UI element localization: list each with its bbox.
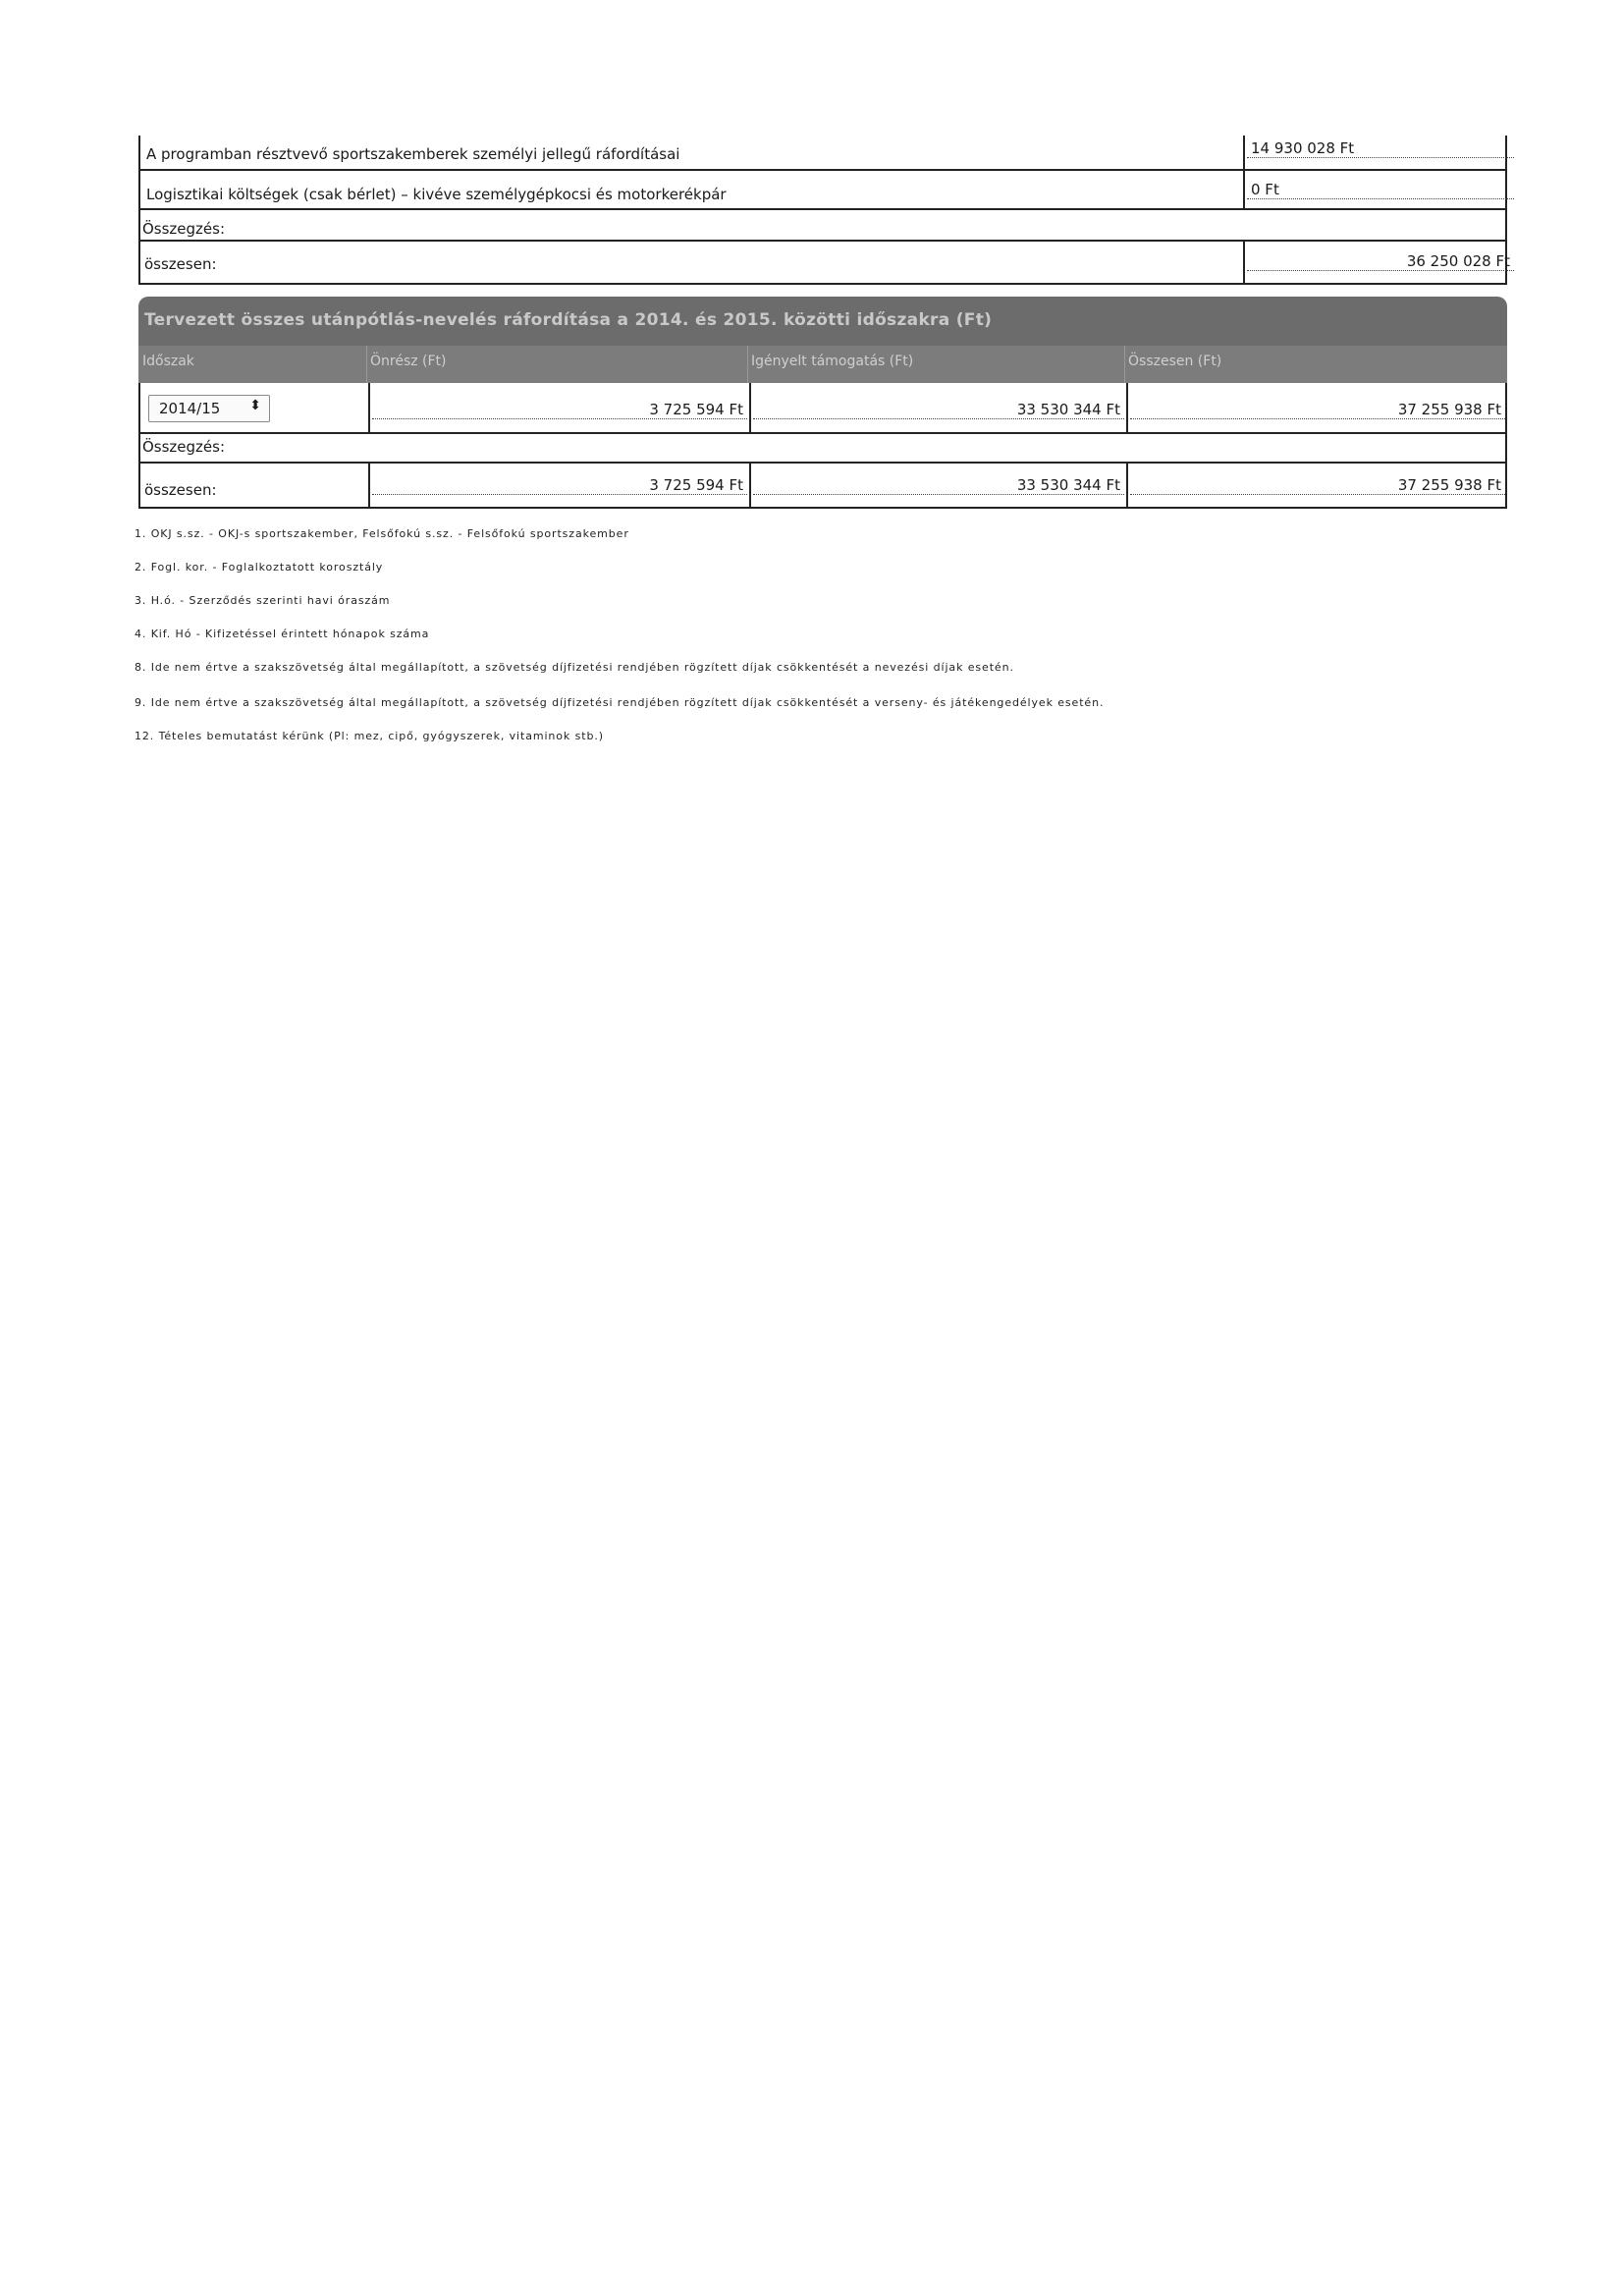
period-select[interactable] [148,395,270,422]
footnote: 1. OKJ s.sz. - OKJ-s sportszakember, Felsőfokú s.sz. - Felsőfokú sportszakember [135,527,629,540]
cost-table [138,136,1510,285]
requested-support-value[interactable]: 33 530 344 Ft [753,401,1124,419]
spinner-arrows-icon: ⬍ [249,398,261,413]
cost-row-label: A programban résztvevő sportszakemberek személyi jellegű ráfordításai [146,145,680,163]
footnote: 9. Ide nem értve a szakszövetség által megállapított, a szövetség díjfizetési rendjében rögzített díjak csökkentését a verseny- és játékengedélyek esetén. [135,696,1105,709]
column-header-requested-support: Igényelt támogatás (Ft) [751,354,914,369]
cost-row-value[interactable]: 0 Ft [1247,181,1514,199]
summary-heading: Összegzés: [142,220,226,238]
footnote: 8. Ide nem értve a szakszövetség által megállapított, a szövetség díjfizetési rendjében rögzített díjak csökkentését a nevezési díjak esetén. [135,661,1014,674]
footnote: 3. H.ó. - Szerződés szerinti havi óraszám [135,594,391,607]
planned-costs-title: Tervezett összes utánpótlás-nevelés ráfordítása a 2014. és 2015. közötti időszakra (Ft) [144,310,993,330]
requested-support-total[interactable]: 33 530 344 Ft [753,476,1124,495]
own-share-total[interactable]: 3 725 594 Ft [372,476,747,495]
planned-costs-table [138,297,1507,509]
grand-total-value[interactable]: 37 255 938 Ft [1130,476,1505,495]
column-header-period: Időszak [142,354,194,369]
cost-row-label: Logisztikai költségek (csak bérlet) – kivéve személygépkocsi és motorkerékpár [146,186,727,203]
column-header-row [138,346,1507,383]
cost-row-value[interactable]: 14 930 028 Ft [1247,139,1514,158]
planned-costs-header [138,297,1507,383]
footnote: 12. Tételes bemutatást kérünk (Pl: mez, cipő, gyógyszerek, vitaminok stb.) [135,730,604,742]
row-total-value[interactable]: 37 255 938 Ft [1130,401,1505,419]
total-value[interactable]: 36 250 028 Ft [1247,252,1514,271]
footnote: 2. Fogl. kor. - Foglalkoztatott korosztály [135,561,384,574]
footnote: 4. Kif. Hó - Kifizetéssel érintett hónapok száma [135,628,430,640]
own-share-value[interactable]: 3 725 594 Ft [372,401,747,419]
total-label: összesen: [144,255,217,273]
column-header-own-share: Önrész (Ft) [370,354,447,369]
total-label: összesen: [144,481,217,499]
period-select-value: 2014/15 [159,400,221,417]
planned-costs-body [138,383,1507,509]
summary-heading: Összegzés: [142,438,226,456]
column-header-total: Összesen (Ft) [1128,354,1222,369]
